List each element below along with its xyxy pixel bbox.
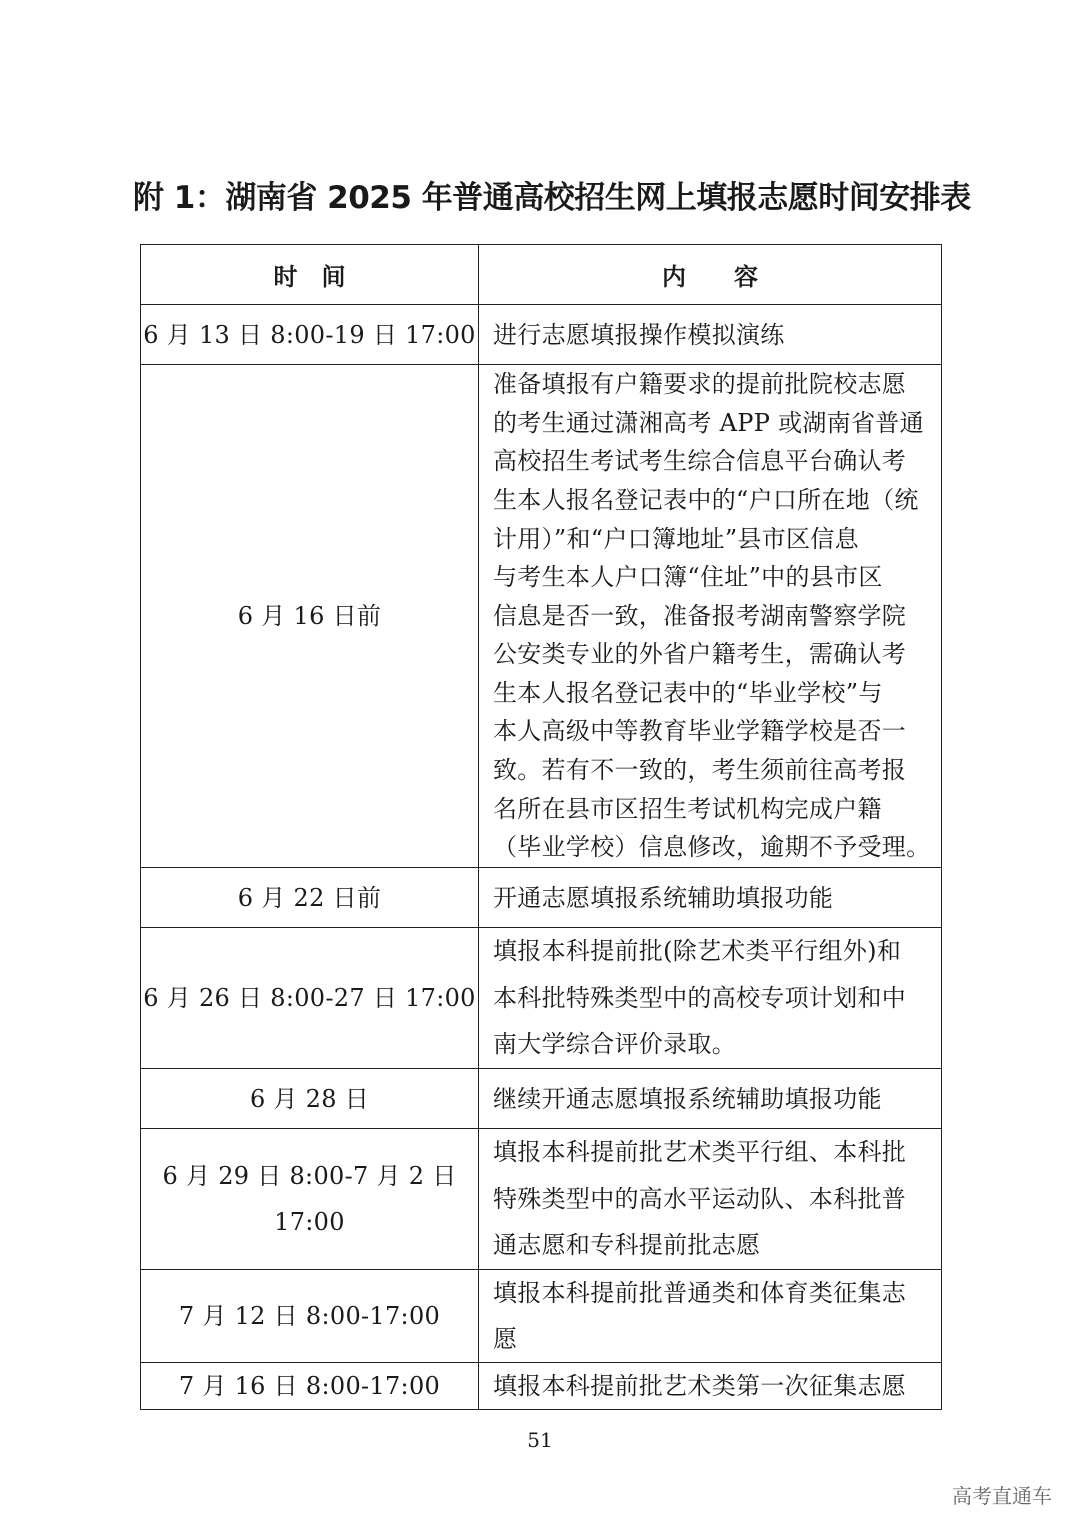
content-text: 生本人报名登记表中的“毕业学校”与 bbox=[493, 678, 883, 707]
content-text: （毕业学校）信息修改，逾期不予受理。 bbox=[493, 833, 931, 862]
page-number: 51 bbox=[527, 1428, 553, 1452]
time-cell bbox=[141, 1269, 479, 1362]
content-cell bbox=[479, 928, 942, 1069]
document-title: 附 1：湖南省 2025 年普通高校招生网上填报志愿时间安排表 bbox=[133, 180, 971, 216]
content-cell bbox=[479, 1069, 942, 1129]
watermark: 高考直通车 bbox=[952, 1484, 1052, 1508]
content-text: 与考生本人户口簿“住址”中的县市区 bbox=[493, 563, 883, 592]
content-text: 通志愿和专科提前批志愿 bbox=[493, 1231, 761, 1259]
table-row bbox=[141, 1362, 942, 1409]
time-cell bbox=[141, 928, 479, 1069]
time-text: 6 月 22 日前 bbox=[237, 883, 382, 912]
content-text: 致。若有不一致的，考生须前往高考报 bbox=[493, 756, 907, 785]
time-text: 7 月 12 日 8:00-17:00 bbox=[178, 1301, 441, 1330]
table-row bbox=[141, 1269, 942, 1362]
time-text: 6 月 29 日 8:00-7 月 2 日 bbox=[162, 1161, 457, 1190]
content-text: 的考生通过潇湘高考 APP 或湖南省普通 bbox=[493, 408, 924, 437]
content-cell bbox=[479, 868, 942, 928]
time-text: 6 月 13 日 8:00-19 日 17:00 bbox=[143, 320, 476, 349]
time-text: 17:00 bbox=[274, 1207, 345, 1236]
content-text: 填报本科提前批普通类和体育类征集志 bbox=[493, 1278, 907, 1307]
time-cell bbox=[141, 1069, 479, 1129]
time-text: 6 月 16 日前 bbox=[237, 602, 382, 630]
content-text: 计用）”和“户口簿地址”县市区信息 bbox=[493, 524, 859, 553]
table-row bbox=[141, 1129, 942, 1270]
table-row bbox=[141, 305, 942, 365]
content-text: 高校招生考试考生综合信息平台确认考 bbox=[493, 447, 907, 476]
time-cell bbox=[141, 868, 479, 928]
content-text: 本人高级中等教育毕业学籍学校是否一 bbox=[493, 717, 907, 746]
content-text: 生本人报名登记表中的“户口所在地（统 bbox=[493, 485, 919, 514]
content-cell bbox=[479, 365, 942, 868]
content-text: 填报本科提前批艺术类第一次征集志愿 bbox=[493, 1371, 907, 1400]
time-cell bbox=[141, 365, 479, 868]
content-text: 开通志愿填报系统辅助填报功能 bbox=[493, 883, 834, 912]
header-time: 时 间 bbox=[141, 245, 479, 305]
content-text: 南大学综合评价录取。 bbox=[493, 1030, 736, 1059]
table-row bbox=[141, 1069, 942, 1129]
content-text: 信息是否一致，准备报考湖南警察学院 bbox=[493, 601, 907, 630]
content-text: 名所在县市区招生考试机构完成户籍 bbox=[493, 794, 882, 823]
content-cell bbox=[479, 1269, 942, 1362]
time-text: 6 月 28 日 bbox=[249, 1084, 370, 1113]
time-cell bbox=[141, 1362, 479, 1409]
content-text: 特殊类型中的高水平运动队、本科批普 bbox=[493, 1184, 907, 1213]
content-text: 继续开通志愿填报系统辅助填报功能 bbox=[493, 1084, 882, 1113]
table-row bbox=[141, 868, 942, 928]
content-text: 公安类专业的外省户籍考生，需确认考 bbox=[493, 640, 907, 669]
schedule-table bbox=[140, 244, 942, 1410]
content-text: 填报本科提前批(除艺术类平行组外)和 bbox=[493, 937, 902, 966]
header-content: 内 容 bbox=[479, 245, 942, 305]
time-cell bbox=[141, 305, 479, 365]
table-row bbox=[141, 365, 942, 868]
time-cell bbox=[141, 1129, 479, 1270]
content-cell bbox=[479, 305, 942, 365]
content-text: 本科批特殊类型中的高校专项计划和中 bbox=[493, 983, 907, 1012]
content-cell bbox=[479, 1362, 942, 1409]
table-row bbox=[141, 928, 942, 1069]
content-text: 准备填报有户籍要求的提前批院校志愿 bbox=[493, 370, 907, 399]
table-header-row bbox=[141, 245, 942, 305]
content-cell bbox=[479, 1129, 942, 1270]
content-text: 愿 bbox=[493, 1324, 518, 1353]
content-text: 进行志愿填报操作模拟演练 bbox=[493, 320, 785, 349]
time-text: 7 月 16 日 8:00-17:00 bbox=[178, 1371, 441, 1400]
time-text: 6 月 26 日 8:00-27 日 17:00 bbox=[143, 984, 476, 1012]
content-text: 填报本科提前批艺术类平行组、本科批 bbox=[493, 1138, 907, 1166]
